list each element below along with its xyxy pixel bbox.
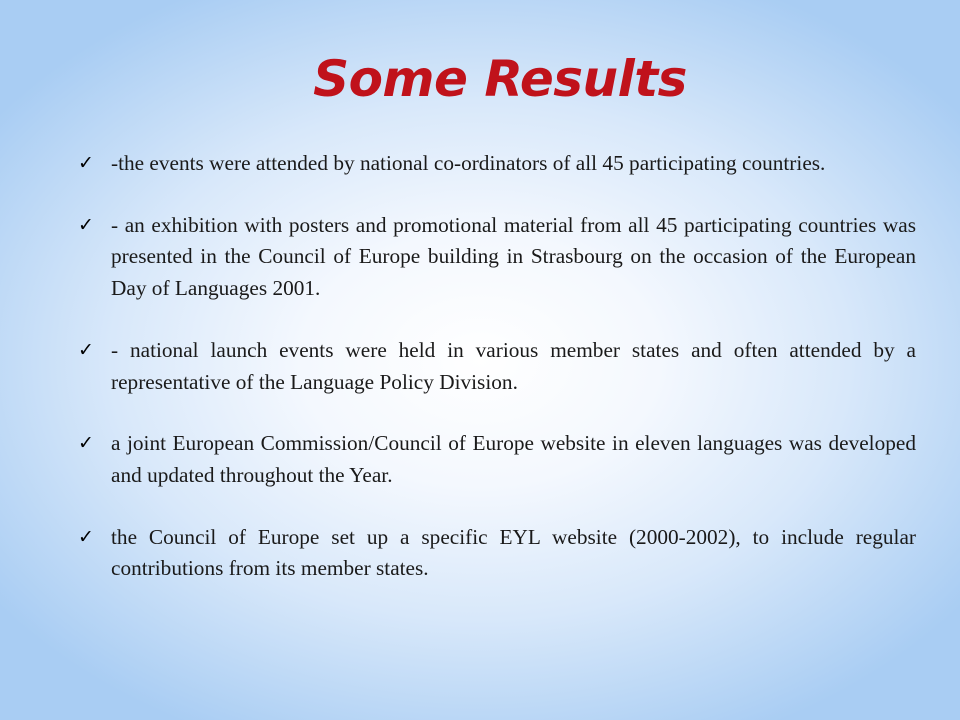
bullet-text: -the events were attended by national co-ordinators of all 45 participating countries. bbox=[111, 151, 826, 175]
bullet-text: - national launch events were held in various member states and often attended by a representative of the Language Policy Division. bbox=[111, 337, 916, 394]
bullet-text: - an exhibition with posters and promotional material from all 45 participating countries was presented in the Council of Europe building in Strasbourg on the occasion of the European Day of Languages 2001. bbox=[111, 212, 916, 301]
bullet-item bbox=[78, 335, 916, 398]
bullet-text: the Council of Europe set up a specific EYL website (2000-2002), to include regular contributions from its member states. bbox=[111, 524, 916, 581]
bullet-item bbox=[78, 210, 916, 305]
check-mark-icon: ✓ bbox=[78, 338, 94, 361]
bullet-list bbox=[78, 148, 916, 615]
bullet-item bbox=[78, 148, 916, 180]
bullet-item bbox=[78, 428, 916, 491]
check-mark-icon: ✓ bbox=[78, 525, 94, 548]
check-mark-icon: ✓ bbox=[78, 152, 94, 174]
slide-title: Some Results bbox=[313, 50, 687, 108]
bullet-item bbox=[78, 522, 916, 585]
check-mark-icon: ✓ bbox=[78, 213, 94, 236]
bullet-text: a joint European Commission/Council of Europe website in eleven languages was developed and updated throughout the Year. bbox=[111, 431, 916, 487]
check-mark-icon: ✓ bbox=[78, 432, 94, 455]
